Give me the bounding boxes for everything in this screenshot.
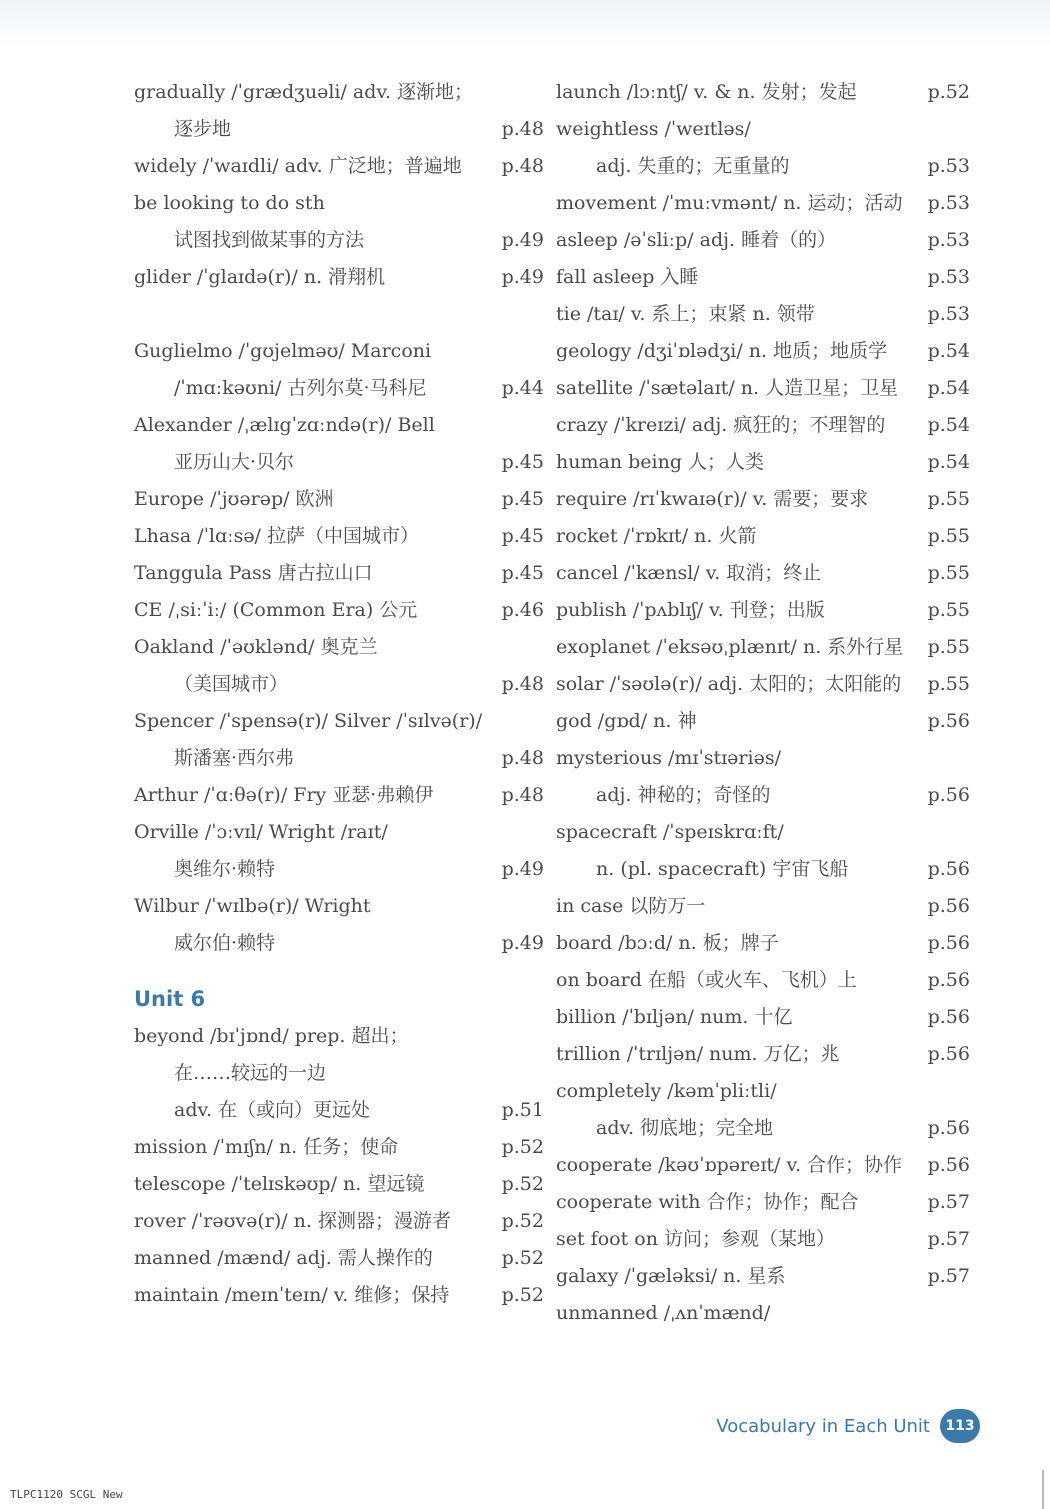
page-ref: p.55 — [927, 599, 970, 621]
vocab-entry — [556, 888, 970, 925]
vocab-entry — [556, 1258, 970, 1295]
vocab-text: fall asleep 入睡 — [556, 266, 699, 288]
vocab-entry — [134, 259, 544, 296]
vocab-entry — [556, 1184, 970, 1221]
vocab-entry — [134, 1166, 544, 1203]
vocab-text: god /gɒd/ n. 神 — [556, 710, 697, 732]
vocab-text: adv. 在（或向）更远处 — [174, 1099, 371, 1121]
page-ref: p.52 — [501, 1210, 544, 1232]
vocab-entry — [134, 1240, 544, 1277]
page-ref: p.48 — [501, 784, 544, 806]
page-ref: p.55 — [927, 488, 970, 510]
page-ref: p.45 — [501, 451, 544, 473]
vocab-text: maintain /meɪnˈteɪn/ v. 维修；保持 — [134, 1284, 450, 1306]
vocab-text: 在……较远的一边 — [174, 1062, 327, 1084]
vocab-entry — [556, 1036, 970, 1073]
vocab-entry — [134, 370, 544, 407]
vocab-text: Orville /ˈɔːvɪl/ Wright /raɪt/ — [134, 821, 388, 843]
vocab-text: Spencer /ˈspensə(r)/ Silver /ˈsɪlvə(r)/ — [134, 710, 483, 732]
vocab-entry — [556, 666, 970, 703]
vocab-entry — [134, 148, 544, 185]
vocab-entry — [556, 444, 970, 481]
vocab-entry — [556, 1221, 970, 1258]
page-ref: p.55 — [927, 636, 970, 658]
vocab-entry — [556, 296, 970, 333]
vocab-text: （美国城市） — [174, 673, 289, 695]
vocab-entry — [556, 111, 970, 148]
vocab-text: Europe /ˈjʊərəp/ 欧洲 — [134, 488, 334, 510]
vocab-text: unmanned /ˌʌnˈmænd/ — [556, 1302, 771, 1324]
page-ref: p.52 — [927, 81, 970, 103]
left-column — [134, 74, 544, 1314]
page-ref: p.48 — [501, 673, 544, 695]
vocab-entry — [134, 629, 544, 666]
page-ref: p.54 — [927, 414, 970, 436]
vocab-entry — [556, 333, 970, 370]
page-ref: p.52 — [501, 1136, 544, 1158]
vocab-text: /ˈmɑːkəʊni/ 古列尔莫·马科尼 — [174, 377, 427, 399]
vocab-text: launch /lɔːntʃ/ v. & n. 发射；发起 — [556, 81, 857, 103]
vocab-text: mission /ˈmɪʃn/ n. 任务；使命 — [134, 1136, 399, 1158]
page-ref: p.56 — [927, 784, 970, 806]
vocab-entry — [556, 74, 970, 111]
vocab-entry — [134, 740, 544, 777]
vocab-text: satellite /ˈsætəlaɪt/ n. 人造卫星；卫星 — [556, 377, 899, 399]
page-ref: p.49 — [501, 932, 544, 954]
unit-heading-text: Unit 6 — [134, 987, 206, 1011]
vocab-entry — [134, 1055, 544, 1092]
vocab-text: human being 人；人类 — [556, 451, 765, 473]
vocab-entry — [134, 666, 544, 703]
vocab-text: Oakland /ˈəʊklənd/ 奥克兰 — [134, 636, 378, 658]
vocab-entry — [134, 777, 544, 814]
page-ref: p.52 — [501, 1173, 544, 1195]
page-ref: p.56 — [927, 969, 970, 991]
vocab-entry — [134, 555, 544, 592]
vocab-entry — [556, 814, 970, 851]
vocab-text: CE /ˌsiːˈiː/ (Common Era) 公元 — [134, 599, 418, 621]
page-ref: p.57 — [927, 1265, 970, 1287]
page-ref: p.44 — [501, 377, 544, 399]
vocab-text: beyond /bɪˈjɒnd/ prep. 超出； — [134, 1025, 409, 1047]
page-number-badge: 113 — [940, 1409, 980, 1443]
vocab-text: n. (pl. spacecraft) 宇宙飞船 — [596, 858, 849, 880]
page-ref: p.52 — [501, 1284, 544, 1306]
page-ref: p.48 — [501, 118, 544, 140]
vocab-text: Wilbur /ˈwɪlbə(r)/ Wright — [134, 895, 371, 917]
page-ref: p.55 — [927, 673, 970, 695]
vocab-entry — [134, 407, 544, 444]
vocab-text: Lhasa /ˈlɑːsə/ 拉萨（中国城市） — [134, 525, 420, 547]
vocab-entry — [556, 1147, 970, 1184]
vocab-text: asleep /əˈsliːp/ adj. 睡着（的） — [556, 229, 837, 251]
vocab-entry — [134, 111, 544, 148]
page-ref: p.45 — [501, 525, 544, 547]
print-code: TLPC1120 SCGL New — [10, 1488, 123, 1501]
vocab-entry — [556, 259, 970, 296]
vocab-text: rocket /ˈrɒkɪt/ n. 火箭 — [556, 525, 757, 547]
page-ref: p.56 — [927, 1117, 970, 1139]
vocab-text: galaxy /ˈgæləksi/ n. 星系 — [556, 1265, 786, 1287]
page-ref: p.56 — [927, 710, 970, 732]
page-ref: p.53 — [927, 192, 970, 214]
footer-section-title: Vocabulary in Each Unit — [716, 1415, 930, 1437]
vocab-entry — [134, 851, 544, 888]
page-ref: p.57 — [927, 1228, 970, 1250]
vocab-entry — [556, 481, 970, 518]
vocab-text: in case 以防万一 — [556, 895, 706, 917]
page-ref: p.55 — [927, 525, 970, 547]
vocab-entry — [556, 592, 970, 629]
vocab-text: Tanggula Pass 唐古拉山口 — [134, 562, 373, 584]
vocab-text: cooperate /kəʊˈɒpəreɪt/ v. 合作；协作 — [556, 1154, 903, 1176]
vocab-entry — [556, 777, 970, 814]
vocab-text: telescope /ˈtelɪskəʊp/ n. 望远镜 — [134, 1173, 425, 1195]
vocab-entry — [134, 925, 544, 962]
vocab-entry — [134, 222, 544, 259]
page-ref: p.46 — [501, 599, 544, 621]
vocab-text: weightless /ˈweɪtləs/ — [556, 118, 751, 140]
vocab-entry — [134, 1092, 544, 1129]
page-ref: p.56 — [927, 1006, 970, 1028]
page-ref: p.56 — [927, 895, 970, 917]
page-ref: p.51 — [501, 1099, 544, 1121]
page-ref: p.45 — [501, 488, 544, 510]
page-ref: p.48 — [501, 155, 544, 177]
vocab-text: on board 在船（或火车、飞机）上 — [556, 969, 857, 991]
vocab-entry — [134, 333, 544, 370]
page-ref: p.53 — [927, 303, 970, 325]
page-ref: p.53 — [927, 229, 970, 251]
vocab-entry — [556, 185, 970, 222]
page-ref: p.54 — [927, 340, 970, 362]
vocab-entry — [134, 888, 544, 925]
vocab-entry — [556, 629, 970, 666]
unit-heading — [134, 980, 544, 1018]
page-ref: p.55 — [927, 562, 970, 584]
vocab-entry — [134, 481, 544, 518]
vocab-text: geology /dʒiˈɒlədʒi/ n. 地质；地质学 — [556, 340, 888, 362]
page-ref: p.53 — [927, 266, 970, 288]
vocab-entry — [134, 1277, 544, 1314]
vocab-text: publish /ˈpʌblɪʃ/ v. 刊登；出版 — [556, 599, 825, 621]
vocab-text: 斯潘塞·西尔弗 — [174, 747, 295, 769]
page-ref: p.54 — [927, 377, 970, 399]
page-ref: p.56 — [927, 1043, 970, 1065]
vocab-text: adj. 失重的；无重量的 — [596, 155, 790, 177]
vocab-entry — [556, 1073, 970, 1110]
page-ref: p.52 — [501, 1247, 544, 1269]
vocab-text: trillion /ˈtrɪljən/ num. 万亿；兆 — [556, 1043, 840, 1065]
vocab-text: 逐步地 — [174, 118, 232, 140]
vocab-text: rover /ˈrəʊvə(r)/ n. 探测器；漫游者 — [134, 1210, 451, 1232]
vocab-text: 亚历山大·贝尔 — [174, 451, 295, 473]
page-footer — [716, 1408, 980, 1444]
vocab-text: billion /ˈbɪljən/ num. 十亿 — [556, 1006, 793, 1028]
vocab-entry — [556, 407, 970, 444]
vocab-text: spacecraft /ˈspeɪskrɑːft/ — [556, 821, 784, 843]
top-band — [0, 0, 1050, 48]
vocab-text: mysterious /mɪˈstɪəriəs/ — [556, 747, 781, 769]
vocab-text: 试图找到做某事的方法 — [174, 229, 365, 251]
vocab-text: set foot on 访问；参观（某地） — [556, 1228, 835, 1250]
vocab-entry — [134, 185, 544, 222]
page-ref: p.49 — [501, 266, 544, 288]
vocab-text: glider /ˈglaɪdə(r)/ n. 滑翔机 — [134, 266, 386, 288]
vocab-text: gradually /ˈgrædʒuəli/ adv. 逐渐地； — [134, 81, 473, 103]
vocab-entry — [134, 1129, 544, 1166]
vocab-text: completely /kəmˈpliːtli/ — [556, 1080, 777, 1102]
vocab-text: require /rɪˈkwaɪə(r)/ v. 需要；要求 — [556, 488, 869, 510]
edge-mark — [1042, 1470, 1044, 1509]
page-ref: p.57 — [927, 1191, 970, 1213]
vocab-text: be looking to do sth — [134, 192, 325, 214]
vocab-entry — [556, 148, 970, 185]
vocab-entry — [134, 703, 544, 740]
vocab-entry — [556, 851, 970, 888]
vocab-text: exoplanet /ˈeksəʊˌplænɪt/ n. 系外行星 — [556, 636, 904, 658]
page-ref: p.49 — [501, 229, 544, 251]
vocab-entry — [556, 999, 970, 1036]
vocab-text: 奥维尔·赖特 — [174, 858, 276, 880]
vocab-entry — [134, 1203, 544, 1240]
page-ref: p.45 — [501, 562, 544, 584]
vocab-entry — [556, 518, 970, 555]
vocab-text: crazy /ˈkreɪzi/ adj. 疯狂的；不理智的 — [556, 414, 886, 436]
vocab-entry — [556, 740, 970, 777]
vocab-text: solar /ˈsəʊlə(r)/ adj. 太阳的；太阳能的 — [556, 673, 902, 695]
vocab-text: cooperate with 合作；协作；配合 — [556, 1191, 859, 1213]
vocab-text: manned /mænd/ adj. 需人操作的 — [134, 1247, 433, 1269]
vocab-text: Guglielmo /ˈgʊjelməʊ/ Marconi — [134, 340, 432, 362]
vocab-entry — [134, 814, 544, 851]
vocab-entry — [556, 222, 970, 259]
spacer-line — [134, 296, 544, 333]
vocab-entry — [134, 592, 544, 629]
page-ref: p.56 — [927, 932, 970, 954]
page-ref: p.48 — [501, 747, 544, 769]
vocab-entry — [134, 444, 544, 481]
vocab-text: Alexander /ˌælɪgˈzɑːndə(r)/ Bell — [134, 414, 435, 436]
vocab-entry — [556, 1295, 970, 1332]
page-ref: p.56 — [927, 858, 970, 880]
vocab-entry — [134, 1018, 544, 1055]
vocab-entry — [556, 925, 970, 962]
vocab-entry — [556, 370, 970, 407]
vocab-entry — [134, 74, 544, 111]
vocab-entry — [134, 518, 544, 555]
vocab-text: widely /ˈwaɪdli/ adv. 广泛地；普遍地 — [134, 155, 462, 177]
vocab-entry — [556, 555, 970, 592]
vocab-entry — [556, 1110, 970, 1147]
vocab-text: cancel /ˈkænsl/ v. 取消；终止 — [556, 562, 822, 584]
vocab-text: board /bɔːd/ n. 板；牌子 — [556, 932, 779, 954]
page-ref: p.54 — [927, 451, 970, 473]
page-ref: p.49 — [501, 858, 544, 880]
vocab-entry — [556, 703, 970, 740]
vocab-text: adj. 神秘的；奇怪的 — [596, 784, 771, 806]
page-ref: p.56 — [927, 1154, 970, 1176]
page-ref: p.53 — [927, 155, 970, 177]
vocab-text: movement /ˈmuːvmənt/ n. 运动；活动 — [556, 192, 903, 214]
vocab-entry — [556, 962, 970, 999]
vocab-text: 威尔伯·赖特 — [174, 932, 276, 954]
vocab-text: adv. 彻底地；完全地 — [596, 1117, 774, 1139]
vocab-text: tie /taɪ/ v. 系上；束紧 n. 领带 — [556, 303, 815, 325]
right-column — [556, 74, 970, 1332]
vocab-text: Arthur /ˈɑːθə(r)/ Fry 亚瑟·弗赖伊 — [134, 784, 434, 806]
